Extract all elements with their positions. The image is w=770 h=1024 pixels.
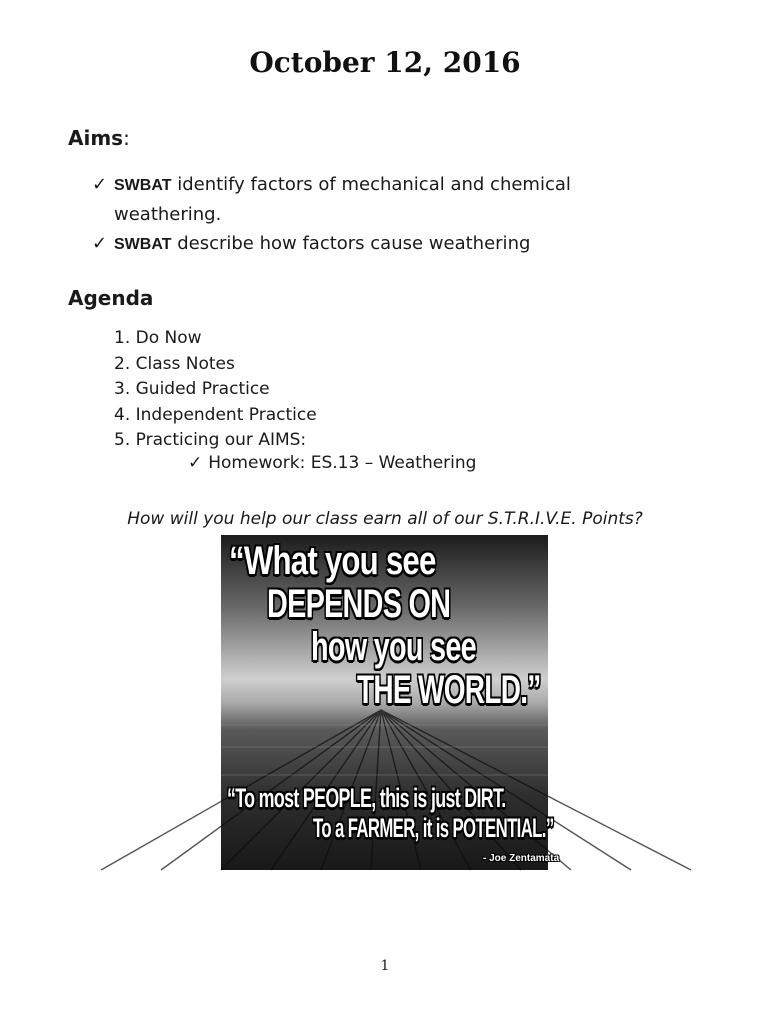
check-icon: ✓: [188, 453, 203, 473]
poster-line: how you see: [311, 625, 476, 669]
agenda-item: 2. Class Notes: [114, 353, 235, 374]
aim-lead: SWBAT: [114, 177, 172, 194]
poster-line: THE WORLD.”: [357, 668, 541, 712]
agenda-item: 4. Independent Practice: [114, 404, 317, 425]
agenda-list: [114, 326, 317, 454]
strive-question: How will you help our class earn all of our S.T.R.I.V.E. Points?: [127, 509, 643, 529]
aim-item: [92, 229, 652, 259]
aim-text: describe how factors cause weathering: [171, 233, 531, 254]
aim-text: identify factors of mechanical and chemical weathering.: [114, 174, 571, 225]
check-icon: ✓: [92, 233, 108, 254]
aims-heading: [68, 126, 130, 150]
poster-line: “What you see: [229, 539, 436, 583]
agenda-heading: Agenda: [68, 286, 154, 310]
page-number: 1: [380, 958, 390, 974]
aim-item: [92, 170, 652, 229]
aim-lead: SWBAT: [114, 236, 172, 253]
homework-text: Homework: ES.13 – Weathering: [208, 453, 477, 473]
agenda-item: 3. Guided Practice: [114, 379, 270, 399]
agenda-item: 1. Do Now: [114, 328, 202, 348]
check-icon: ✓: [92, 174, 108, 195]
agenda-item: 5. Practicing our AIMS:: [114, 430, 307, 450]
poster-line: “To most PEOPLE, this is just DIRT.: [227, 783, 506, 813]
poster-credit: - Joe Zentamata: [483, 853, 560, 864]
aims-list: [92, 170, 652, 259]
poster-line: To a FARMER, it is POTENTIAL.”: [313, 813, 554, 843]
page-title: October 12, 2016: [249, 46, 521, 79]
aims-heading-colon: :: [123, 126, 130, 150]
agenda-subitem: [188, 453, 476, 473]
aims-heading-text: Aims: [68, 126, 124, 150]
quote-poster-image: [221, 535, 560, 870]
poster-line: DEPENDS ON: [267, 582, 451, 626]
